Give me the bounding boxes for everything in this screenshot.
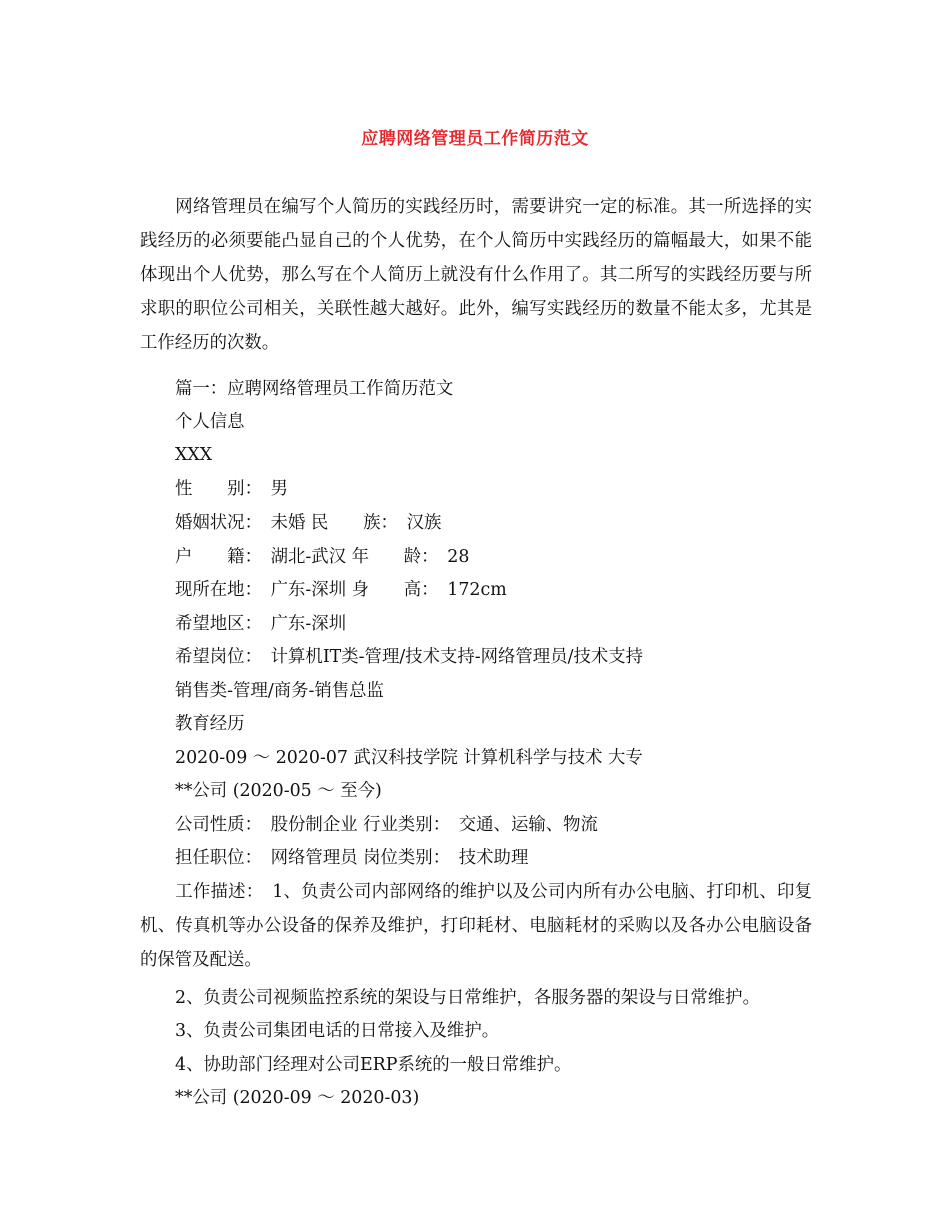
duty-3-line: 3、负责公司集团电话的日常接入及维护。 bbox=[175, 1021, 500, 1041]
intro-text: 网络管理员在编写个人简历的实践经历时，需要讲究一定的标准。其一所选择的实践经历的必须要能凸显自己的个人优势，在个人简历中实践经历的篇幅最大，如果不能体现出个人优势，那么写在个人简历上就没有什么作用了。其二所写的实践经历要与所求职的职位公司相关，关联性越大越好。此外，编写实践经历的数量不能太多，尤其是工作经历的次数。 bbox=[140, 197, 812, 353]
company-nature-line: 公司性质： 股份制企业 行业类别： 交通、运输、物流 bbox=[175, 815, 598, 835]
hukou-line: 户 籍： 湖北-武汉 年 龄： 28 bbox=[175, 547, 470, 567]
document-title: 应聘网络管理员工作简历范文 bbox=[361, 129, 589, 149]
desired-position-line-2: 销售类-管理/商务-销售总监 bbox=[175, 681, 384, 701]
desired-region-line: 希望地区： 广东-深圳 bbox=[175, 614, 347, 634]
marital-line: 婚姻状况： 未婚 民 族： 汉族 bbox=[175, 513, 442, 533]
section-heading: 篇一：应聘网络管理员工作简历范文 bbox=[175, 379, 454, 399]
name-line: XXX bbox=[175, 445, 213, 465]
education-heading: 教育经历 bbox=[175, 714, 245, 734]
job-title-line: 担任职位： 网络管理员 岗位类别： 技术助理 bbox=[175, 848, 529, 868]
company-2-line: **公司 (2020-09 ～ 2020-03) bbox=[175, 1088, 420, 1108]
job-description bbox=[140, 875, 812, 977]
personal-info-heading: 个人信息 bbox=[175, 412, 245, 432]
duty-4-line: 4、协助部门经理对公司ERP系统的一般日常维护。 bbox=[175, 1055, 572, 1075]
education-line: 2020-09 ～ 2020-07 武汉科技学院 计算机科学与技术 大专 bbox=[175, 748, 643, 768]
job-description-text: 工作描述： 1、负责公司内部网络的维护以及公司内所有办公电脑、打印机、印复机、传真机等办公设备的保养及维护，打印耗材、电脑耗材的采购以及各办公电脑设备的保管及配送。 bbox=[140, 882, 812, 970]
duty-2-line: 2、负责公司视频监控系统的架设与日常维护，各服务器的架设与日常维护。 bbox=[175, 988, 760, 1008]
company-1-line: **公司 (2020-05 ～ 至今) bbox=[175, 781, 382, 801]
intro-paragraph bbox=[140, 190, 812, 360]
gender-line: 性 别： 男 bbox=[175, 479, 289, 499]
desired-position-line: 希望岗位： 计算机IT类-管理/技术支持-网络管理员/技术支持 bbox=[175, 647, 644, 667]
location-line: 现所在地： 广东-深圳 身 高： 172cm bbox=[175, 580, 507, 600]
